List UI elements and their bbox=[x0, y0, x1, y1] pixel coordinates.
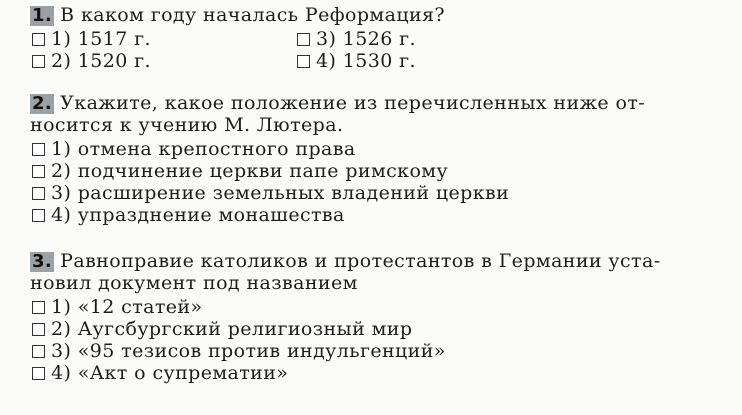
question-2-text bbox=[30, 92, 730, 114]
checkbox-icon[interactable] bbox=[32, 165, 45, 178]
option-3[interactable] bbox=[30, 340, 730, 362]
question-number: 3. bbox=[32, 251, 53, 272]
question-2-line-1: Укажите, какое положение из перечисленных ниже от- bbox=[60, 92, 646, 114]
question-number: 1. bbox=[32, 5, 53, 26]
question-3 bbox=[30, 250, 730, 384]
option-4[interactable] bbox=[30, 362, 730, 384]
checkbox-icon[interactable] bbox=[32, 187, 45, 200]
question-1-text bbox=[30, 4, 730, 26]
option-1[interactable] bbox=[30, 296, 730, 318]
checkbox-icon[interactable] bbox=[32, 143, 45, 156]
option-2[interactable] bbox=[30, 50, 295, 72]
question-number: 2. bbox=[32, 93, 53, 114]
option-3[interactable] bbox=[30, 182, 730, 204]
question-3-line-2: новил документ под названием bbox=[30, 272, 358, 294]
checkbox-icon[interactable] bbox=[32, 323, 45, 336]
answer-options bbox=[30, 28, 730, 72]
question-2-line-2: носится к учению М. Лютера. bbox=[30, 114, 344, 136]
option-1[interactable] bbox=[30, 138, 730, 160]
option-label: 4) «Акт о супрематии» bbox=[51, 362, 289, 384]
checkbox-icon[interactable] bbox=[32, 345, 45, 358]
option-4[interactable] bbox=[295, 50, 595, 72]
question-1 bbox=[30, 4, 730, 72]
option-label: 1) отмена крепостного права bbox=[51, 138, 356, 160]
option-label: 2) подчинение церкви папе римскому bbox=[51, 160, 449, 182]
option-label: 4) 1530 г. bbox=[316, 50, 416, 72]
option-label: 3) 1526 г. bbox=[316, 28, 416, 50]
option-label: 1) «12 статей» bbox=[51, 296, 203, 318]
option-1[interactable] bbox=[30, 28, 295, 50]
answer-options bbox=[30, 138, 730, 226]
option-label: 2) Аугсбургский религиозный мир bbox=[51, 318, 413, 340]
option-label: 3) расширение земельных владений церкви bbox=[51, 182, 510, 204]
question-1-label: В каком году началась Реформация? bbox=[60, 4, 445, 26]
option-4[interactable] bbox=[30, 204, 730, 226]
question-2 bbox=[30, 92, 730, 226]
option-2[interactable] bbox=[30, 318, 730, 340]
question-3-text bbox=[30, 250, 730, 272]
option-label: 1) 1517 г. bbox=[51, 28, 151, 50]
checkbox-icon[interactable] bbox=[297, 33, 310, 46]
checkbox-icon[interactable] bbox=[32, 367, 45, 380]
checkbox-icon[interactable] bbox=[32, 301, 45, 314]
answer-options bbox=[30, 296, 730, 384]
option-label: 2) 1520 г. bbox=[51, 50, 151, 72]
option-label: 3) «95 тезисов против индульгенций» bbox=[51, 340, 446, 362]
option-3[interactable] bbox=[295, 28, 595, 50]
option-2[interactable] bbox=[30, 160, 730, 182]
checkbox-icon[interactable] bbox=[32, 33, 45, 46]
checkbox-icon[interactable] bbox=[32, 55, 45, 68]
question-3-line-1: Равноправие католиков и протестантов в Германии уста- bbox=[60, 250, 661, 272]
checkbox-icon[interactable] bbox=[297, 55, 310, 68]
checkbox-icon[interactable] bbox=[32, 209, 45, 222]
option-label: 4) упразднение монашества bbox=[51, 204, 345, 226]
